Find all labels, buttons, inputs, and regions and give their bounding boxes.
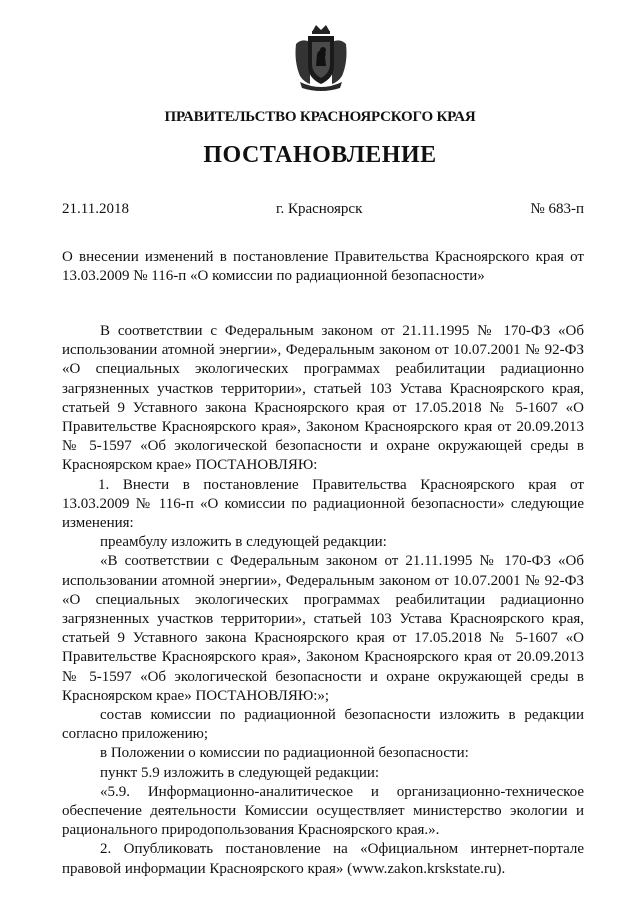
document-body <box>62 322 584 879</box>
document-number: № 683-п <box>530 201 584 217</box>
document-type-title: ПОСТАНОВЛЕНИЕ <box>203 142 437 168</box>
paragraph-clause-edit: пункт 5.9 изложить в следующей редакции: <box>100 764 380 781</box>
document-city: г. Красноярск <box>276 201 363 217</box>
paragraph-item-2: 2. Опубликовать постановление на «Официальном интернет-портале правовой информации Красноярского края» (www.zakon.krskstate.ru). <box>62 841 584 877</box>
paragraph-clause-5-9: «5.9. Информационно-аналитическое и организационно-техническое обеспечение деятельности Комиссии осуществляет министерство экологии и рационального природопользования Красноярского края.». <box>62 783 584 839</box>
paragraph-item-1: 1. Внести в постановление Правительства Красноярского края от 13.03.2009 № 116-п «О комиссии по радиационной безопасности» следующие изменения: <box>62 476 584 532</box>
paragraph-regulation: в Положении о комиссии по радиационной безопасности: <box>100 745 469 762</box>
document-date: 21.11.2018 <box>62 201 129 217</box>
document-subject: О внесении изменений в постановление Правительства Красноярского края от 13.03.2009 № 116-п «О комиссии по радиационной безопасности» <box>62 249 584 284</box>
paragraph-preamble-edit: преамбулу изложить в следующей редакции: <box>100 534 387 551</box>
government-title: ПРАВИТЕЛЬСТВО КРАСНОЯРСКОГО КРАЯ <box>164 109 476 125</box>
document-meta-row <box>62 201 584 221</box>
paragraph-preamble: В соответствии с Федеральным законом от 21.11.1995 № 170-ФЗ «Об использовании атомной энергии», Федеральным законом от 10.07.2001 № 92-ФЗ «О специальных экологических программах реабилитации радиационно загрязненных участков территории», статьей 103 Устава Красноярского края, статьей 9 Уставного закона Красноярского края от 17.05.2018 № 5-1607 «О Правительстве Красноярского края», Законом Красноярского края от 20.09.2013 № 5-1597 «Об экологической безопасности и охране окружающей среды в Красноярском крае» ПОСТАНОВЛЯЮ: <box>62 323 584 474</box>
paragraph-new-preamble: «В соответствии с Федеральным законом от 21.11.1995 № 170-ФЗ «Об использовании атомной энергии», Федеральным законом от 10.07.2001 № 92-ФЗ «О специальных экологических программах реабилитации радиационно загрязненных участков территории», статьей 103 Устава Красноярского края, статьей 9 Уставного закона Красноярского края от 17.05.2018 № 5-1607 «О Правительстве Красноярского края», Законом Красноярского края от 20.09.2013 № 5-1597 «Об экологической безопасности и охране окружающей среды в Красноярском крае» ПОСТАНОВЛЯЮ:»; <box>62 553 584 704</box>
paragraph-commission-composition: состав комиссии по радиационной безопасности изложить в редакции согласно приложению; <box>62 707 584 743</box>
coat-of-arms-icon <box>292 22 350 92</box>
